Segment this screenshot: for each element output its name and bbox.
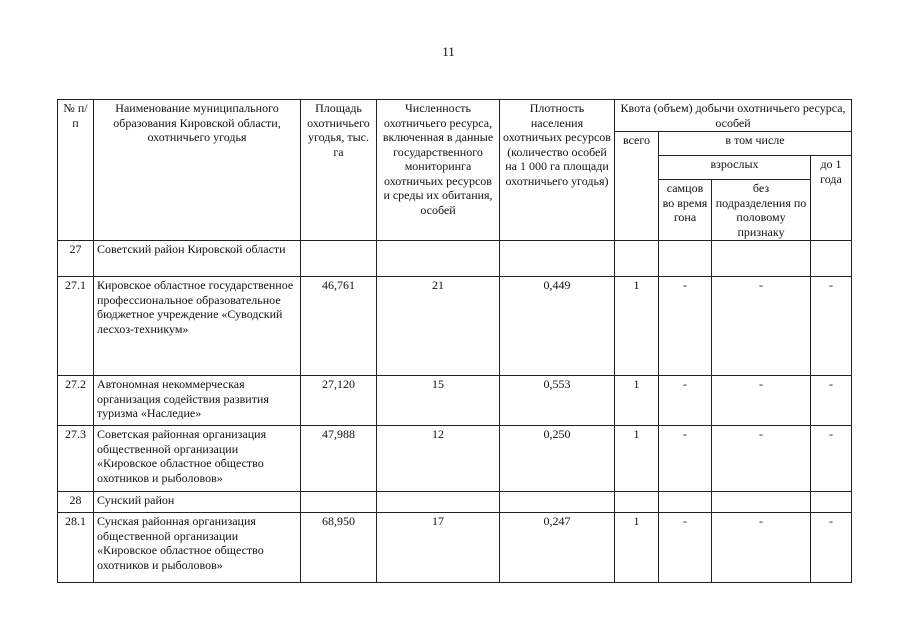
table-row <box>58 513 852 583</box>
header-including: в том числе <box>659 132 852 156</box>
quota-table <box>57 99 852 583</box>
row-under1: - <box>811 277 852 376</box>
header-adults: взрослых <box>659 156 811 180</box>
header-population: Численность охотничьего ресурса, включенная в данные государственного мониторинга охотничьих ресурсов и среды их обитания, особей <box>377 100 500 241</box>
row-density: 0,250 <box>500 426 615 492</box>
row-area: 46,761 <box>301 277 377 376</box>
header-area: Площадь охотничьего угодья, тыс. га <box>301 100 377 241</box>
row-males: - <box>659 277 712 376</box>
row-total: 1 <box>615 426 659 492</box>
table-row <box>58 426 852 492</box>
header-no-sex: без подразделения по половому признаку <box>712 180 811 241</box>
row-area: 27,120 <box>301 376 377 426</box>
row-males: - <box>659 426 712 492</box>
row-population: 12 <box>377 426 500 492</box>
row-under1: - <box>811 376 852 426</box>
row-males: - <box>659 513 712 583</box>
row-population: 17 <box>377 513 500 583</box>
row-name: Автономная некоммерческая организация содействия развития туризма «Наследие» <box>94 376 301 426</box>
row-num: 27.1 <box>58 277 94 376</box>
row-density: 0,553 <box>500 376 615 426</box>
row-name: Сунский район <box>94 492 301 513</box>
header-num: № п/п <box>58 100 94 241</box>
row-num: 28 <box>58 492 94 513</box>
row-population: 15 <box>377 376 500 426</box>
row-nosex: - <box>712 426 811 492</box>
row-name: Советская районная организация общественной организации «Кировское областное общество охотников и рыболовов» <box>94 426 301 492</box>
table-row <box>58 241 852 277</box>
row-num: 27.3 <box>58 426 94 492</box>
row-nosex: - <box>712 376 811 426</box>
row-total: 1 <box>615 277 659 376</box>
row-total: 1 <box>615 513 659 583</box>
row-name: Кировское областное государственное профессиональное образовательное бюджетное учреждение «Суводский лесхоз-техникум» <box>94 277 301 376</box>
row-under1: - <box>811 426 852 492</box>
row-area: 68,950 <box>301 513 377 583</box>
row-nosex: - <box>712 277 811 376</box>
row-num: 28.1 <box>58 513 94 583</box>
row-name: Сунская районная организация общественной организации «Кировское областное общество охотников и рыболовов» <box>94 513 301 583</box>
row-population: 21 <box>377 277 500 376</box>
page-number: 11 <box>442 44 455 59</box>
header-total: всего <box>615 132 659 241</box>
table-row <box>58 277 852 376</box>
row-under1: - <box>811 513 852 583</box>
header-quota: Квота (объем) добычи охотничьего ресурса, особей <box>615 100 852 132</box>
row-name: Советский район Кировской области <box>94 241 301 277</box>
row-males: - <box>659 376 712 426</box>
table-row <box>58 492 852 513</box>
row-num: 27 <box>58 241 94 277</box>
header-males-rut: самцов во время гона <box>659 180 712 241</box>
row-total: 1 <box>615 376 659 426</box>
row-num: 27.2 <box>58 376 94 426</box>
row-area: 47,988 <box>301 426 377 492</box>
row-density: 0,449 <box>500 277 615 376</box>
row-nosex: - <box>712 513 811 583</box>
table-row <box>58 376 852 426</box>
row-density: 0,247 <box>500 513 615 583</box>
header-name: Наименование муниципального образования Кировской области, охотничьего угодья <box>94 100 301 241</box>
header-density: Плотность населения охотничьих ресурсов (количество особей на 1 000 га площади охотничьего угодья) <box>500 100 615 241</box>
header-under-one: до 1 года <box>811 156 852 241</box>
